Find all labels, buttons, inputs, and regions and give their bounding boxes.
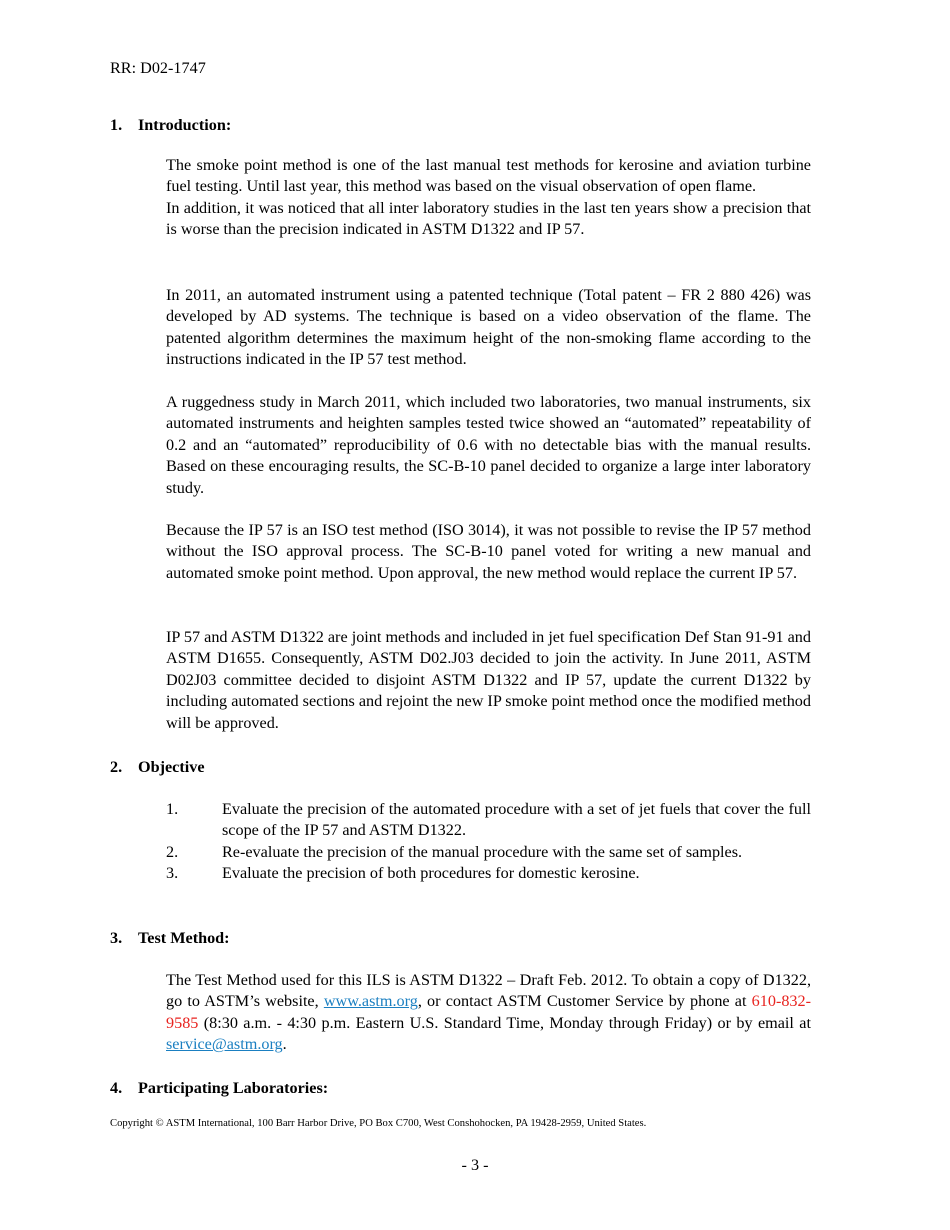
objective-item (166, 799, 811, 842)
section-title: Test Method: (138, 929, 230, 947)
introduction-block-4 (166, 520, 811, 584)
objective-item-number: 2. (166, 842, 179, 861)
objective-item-text: Evaluate the precision of both procedures for domestic kerosine. (222, 864, 640, 883)
section-heading-test-method (110, 928, 810, 949)
test-method-text: (8:30 a.m. - 4:30 p.m. Eastern U.S. Standard Time, Monday through Friday) or by email at (198, 1013, 811, 1032)
section-number: 1. (110, 116, 123, 134)
introduction-block-5 (166, 627, 811, 734)
section-number: 3. (110, 929, 123, 947)
copyright-footer: Copyright © ASTM International, 100 Barr Harbor Drive, PO Box C700, West Conshohocken, PA 19428-2959, United States. (110, 1118, 647, 1129)
intro-paragraph: The smoke point method is one of the last manual test methods for kerosine and aviation turbine fuel testing. Until last year, this method was based on the visual observation of open flame. (166, 156, 811, 196)
objective-item-text: Re-evaluate the precision of the manual procedure with the same set of samples. (222, 842, 743, 861)
intro-paragraph: In 2011, an automated instrument using a patented technique (Total patent – FR 2 880 426) was developed by AD systems. The technique is based on a video observation of the flame. The patented algorithm determines the maximum height of the non-smoking flame according to the instructions indicated in the IP 57 test method. (166, 286, 811, 369)
section-number: 2. (110, 758, 123, 776)
phone-number: 610-832-9585 (166, 992, 811, 1032)
intro-paragraph: Because the IP 57 is an ISO test method (ISO 3014), it was not possible to revise the IP 57 method without the ISO approval process. The SC-B-10 panel voted for writing a new manual and automated smoke point method. Upon approval, the new method would replace the current IP 57. (166, 521, 811, 582)
objective-item (166, 863, 811, 884)
astm-website-link[interactable]: www.astm.org (323, 992, 418, 1011)
test-method-text: The Test Method used for this ILS is ASTM D1322 – Draft Feb. 2012. To obtain a copy of D1322, go to ASTM’s website, (166, 971, 811, 1011)
section-title: Introduction: (138, 116, 232, 134)
objective-item-number: 3. (166, 864, 179, 883)
test-method-text: , or contact ASTM Customer Service by phone at (417, 992, 752, 1011)
test-method-text: . (282, 1035, 287, 1054)
section-heading-objective (110, 757, 810, 778)
report-id: RR: D02-1747 (110, 59, 206, 77)
introduction-block-3 (166, 392, 811, 499)
objective-item-number: 1. (166, 800, 179, 818)
intro-paragraph: IP 57 and ASTM D1322 are joint methods and included in jet fuel specification Def Stan 91-91 and ASTM D1655. Consequently, ASTM D02.J03 decided to join the activity. In June 2011, ASTM D02J03 committee decided to disjoint ASTM D1322 and IP 57, update the current D1322 by including automated sections and rejoint the new IP smoke point method once the modified method will be approved. (166, 628, 811, 732)
section-number: 4. (110, 1079, 123, 1097)
page-number: - 3 - (461, 1156, 489, 1174)
objective-item-text: Evaluate the precision of the automated procedure with a set of jet fuels that cover the full scope of the IP 57 and ASTM D1322. (222, 800, 811, 840)
section-title: Objective (138, 758, 205, 776)
test-method-paragraph (166, 970, 811, 1056)
section-heading-introduction (110, 115, 810, 136)
email-link[interactable]: service@astm.org (166, 1035, 283, 1054)
introduction-block-1 (166, 155, 811, 241)
introduction-block-2 (166, 285, 811, 371)
objective-item (166, 842, 811, 863)
objective-list (166, 799, 811, 885)
intro-paragraph: A ruggedness study in March 2011, which included two laboratories, two manual instruments, six automated instruments and heighten samples tested twice showed an “automated” repeatability of 0.2 and an “automated” reproducibility of 0.6 with no detectable bias with the manual results. Based on these encouraging results, the SC-B-10 panel decided to organize a large inter laboratory study. (166, 393, 811, 497)
intro-paragraph: In addition, it was noticed that all inter laboratory studies in the last ten years show a precision that is worse than the precision indicated in ASTM D1322 and IP 57. (166, 198, 811, 239)
section-title: Participating Laboratories: (138, 1079, 329, 1097)
section-heading-participating-laboratories (110, 1078, 810, 1099)
